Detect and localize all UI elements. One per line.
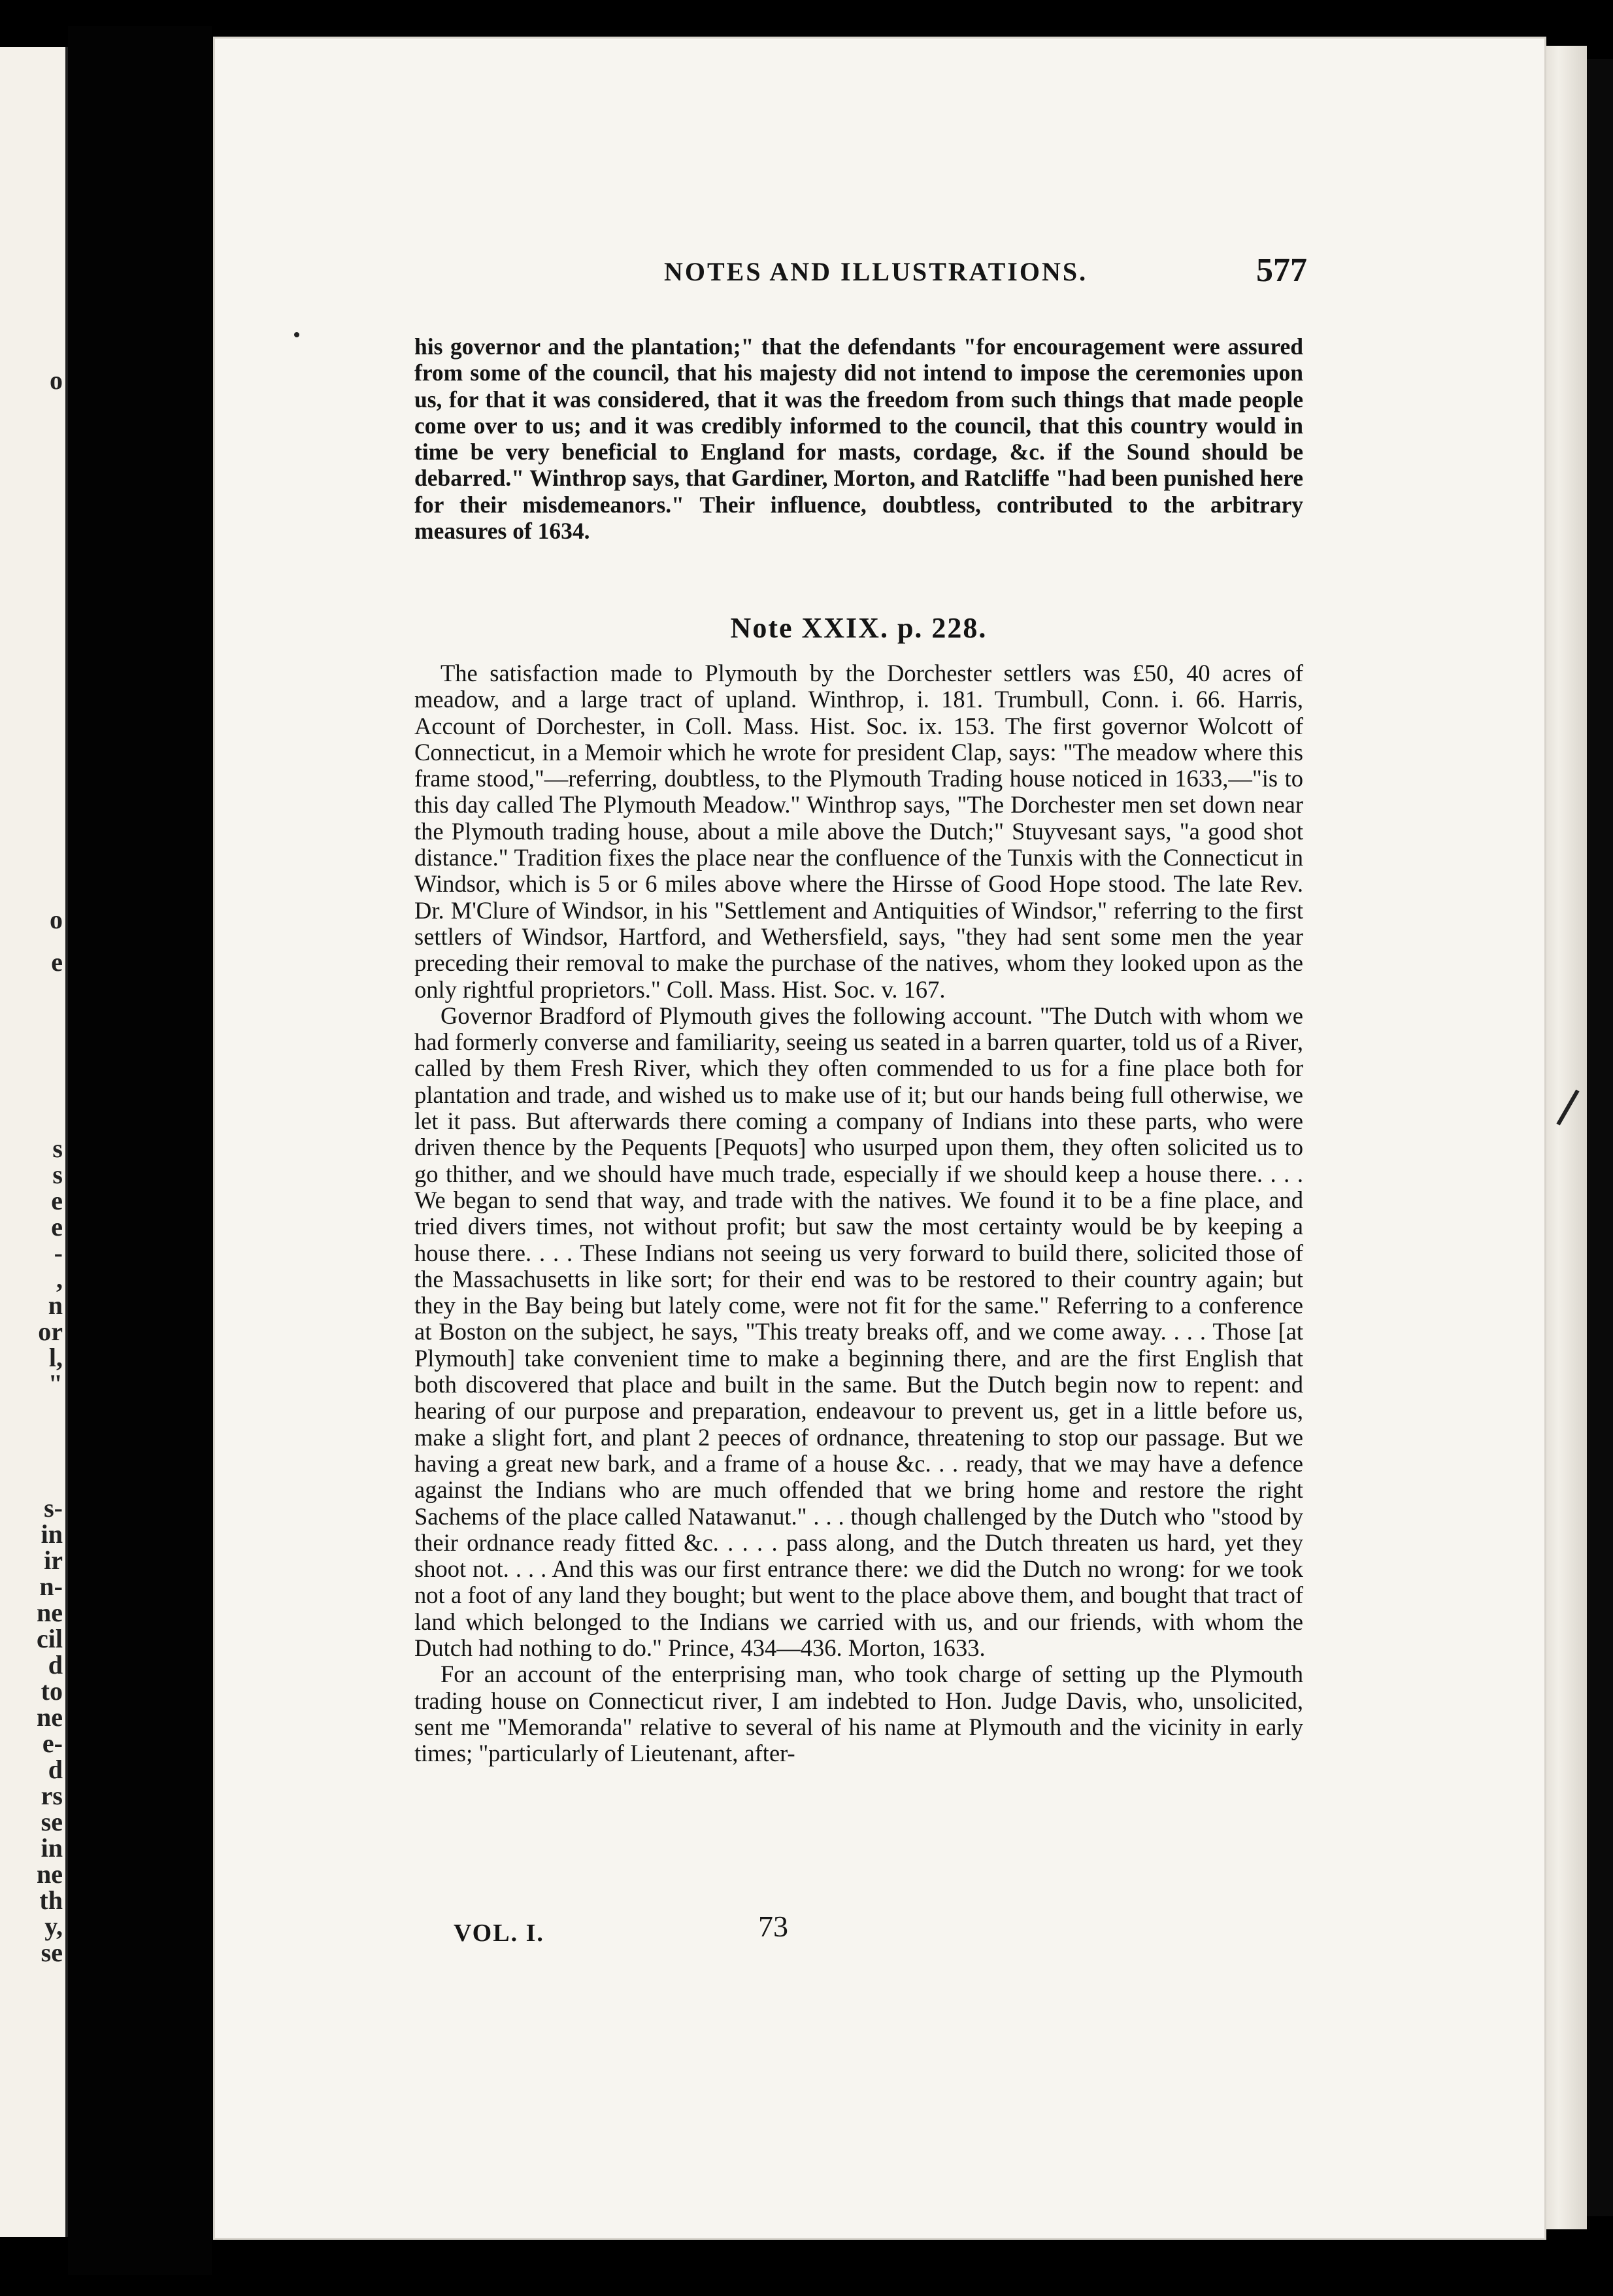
facing-page-fragment: in <box>41 1833 63 1863</box>
facing-page-fragment: , <box>56 1264 63 1294</box>
facing-page-fragment: se <box>41 1938 63 1967</box>
facing-page-fragment: - <box>54 1238 63 1268</box>
page-number: 577 <box>1256 252 1307 289</box>
facing-page-fragment: s <box>52 1134 63 1163</box>
facing-page-fragment: to <box>41 1676 63 1706</box>
facing-page-fragment: n- <box>39 1572 63 1601</box>
note-body <box>414 660 1303 1766</box>
facing-page-fragment: th <box>39 1885 63 1915</box>
facing-page-fragment: s <box>52 1160 63 1189</box>
facing-page-fragment: rs <box>41 1781 63 1810</box>
facing-page-fragment: ne <box>37 1702 63 1732</box>
facing-page-fragment: d <box>48 1650 63 1680</box>
footer-signature: 73 <box>758 1910 788 1943</box>
note-paragraph-1: The satisfaction made to Plymouth by the Dorchester settlers was £50, 40 acres of meadow, and a large tract of upland. Winthrop, i. 181. Trumbull, Conn. i. 66. Harris, Account of Dorchester, in Coll. Mass. Hist. Soc. ix. 153. The first governor Wolcott of Connecticut, in a Memoir which he wrote for president Clap, says: "The meadow where this frame stood,"—referring, doubtless, to the Plymouth Trading house noticed in 1633,—"is to this day called The Plymouth Meadow." Winthrop says, "The Dorchester men set down near the Plymouth trading house, about a mile above the Dutch;" Stuyvesant says, "a good shot distance." Tradition fixes the place near the confluence of the Tunxis with the Connecticut in Windsor, which is 5 or 6 miles above where the Hirsse of Good Hope stood. The late Rev. Dr. M'Clure of Windsor, in his "Settlement and Antiquities of Windsor," referring to the first settlers of Windsor, Hartford, and Wethersfield, says, "they had sent some men the year preceding their removal to make the purchase of the natives, whom they looked upon as the only rightful proprietors." Coll. Mass. Hist. Soc. v. 167. <box>414 660 1303 1003</box>
continuation-paragraph <box>414 333 1303 544</box>
facing-page-fragment: e <box>51 1212 63 1241</box>
facing-page-fragment: l, <box>48 1343 63 1372</box>
scan-border <box>1587 59 1613 2216</box>
facing-page-fragment: n <box>48 1291 63 1320</box>
facing-page-fragment: in <box>41 1519 63 1549</box>
page-edge-stack <box>1546 46 1587 2229</box>
facing-page-fragment: y, <box>44 1912 63 1941</box>
facing-page-fragment: e <box>51 947 63 977</box>
margin-dot <box>294 332 299 337</box>
facing-page-fragment: o <box>50 365 63 395</box>
footer-volume: VOL. I. <box>454 1919 544 1947</box>
facing-page-fragment: e <box>51 1186 63 1215</box>
book-gutter <box>68 26 212 2275</box>
continuation-text: his governor and the plantation;" that the defendants "for encouragement were assured from some of the council, that his majesty did not intend to impose the ceremonies upon us, for that it was considered, that it was the freedom from such things that made people come over to us; and it was credibly informed to the council, that this country would in time be very beneficial to England for masts, cordage, &c. if the Sound should be debarred." Winthrop says, that Gardiner, Morton, and Ratcliffe "had been punished here for their misdemeanors." Their influence, doubtless, contributed to the arbitrary measures of 1634. <box>414 333 1303 545</box>
facing-page-fragment: ir <box>44 1545 63 1575</box>
facing-page-fragment: cil <box>37 1624 63 1653</box>
note-heading: Note XXIX. p. 228. <box>730 612 988 644</box>
note-paragraph-2: Governor Bradford of Plymouth gives the following account. "The Dutch with whom we had formerly converse and familiarity, seeing us seated in a barren quarter, told us of a River, called by them Fresh River, which they often commended to us for a fine place both for plantation and trade, and wished us to make use of it; but our hands being full otherwise, we let it pass. But afterwards there coming a company of Indians into these parts, who were driven thence by the Pequents [Pequots] who usurped upon them, they often solicited us to go thither, and we should have much trade, especially if we should keep a house there. . . . We began to send that way, and trade with the natives. We found it to be a fine place, and tried divers times, not without profit; but saw the most certainty would be by keeping a house there. . . . These Indians not seeing us very forward to build there, solicited those of the Massachusetts in like sort; for their end was to be restored to their country again; but they in the Bay being but lately come, were not fit for the same." Referring to a conference at Boston on the subject, he says, "This treaty breaks off, and we come away. . . . Those [at Plymouth] take convenient time to make a beginning there, and are the first English that both discovered that place and built in the same. But the Dutch begin now to repent: and hearing of our purpose and preparation, endeavour to prevent us, get in a little before us, make a slight fort, and plant 2 peeces of ordnance, threatening to stop our passage. But we having a great new bark, and a frame of a house &c. . . ready, that we may have a defence against the Indians who are much offended that we bring home and restore the right Sachems of the place called Natawanut." . . . though challenged by the Dutch who "stood by their ordnance ready fitted &c. . . . . pass along, and the Dutch threaten us hard, yet they shoot not. . . . And this was our first entrance there: we did the Dutch no wrong: for we took not a foot of any land they bought; but went to the place above them, and bought that tract of land which belonged to the Indians we carried with us, and our friends, with whom the Dutch had nothing to do." Prince, 434—436. Morton, 1633. <box>414 1002 1303 1661</box>
facing-page-fragment: ne <box>37 1859 63 1889</box>
facing-page-fragment: o <box>50 905 63 934</box>
facing-page-fragment: or <box>38 1317 63 1346</box>
page-header <box>454 252 1307 295</box>
note-paragraph-3: For an account of the enterprising man, who took charge of setting up the Plymouth trading house on Connecticut river, I am indebted to Hon. Judge Davis, who, unsolicited, sent me "Memoranda" relative to several of his name at Plymouth and the vicinity in early times; "particularly of Lieutenant, after- <box>414 1661 1303 1767</box>
facing-page-fragment: se <box>41 1807 63 1836</box>
facing-page-fragment: e- <box>42 1729 63 1758</box>
running-head: NOTES AND ILLUSTRATIONS. <box>664 257 1088 286</box>
facing-page-fragment: " <box>48 1369 63 1398</box>
facing-page-fragment: s- <box>44 1493 63 1523</box>
facing-page-fragment: d <box>48 1755 63 1784</box>
facing-page-fragment: ne <box>37 1598 63 1627</box>
facing-page-edge <box>0 47 68 2237</box>
